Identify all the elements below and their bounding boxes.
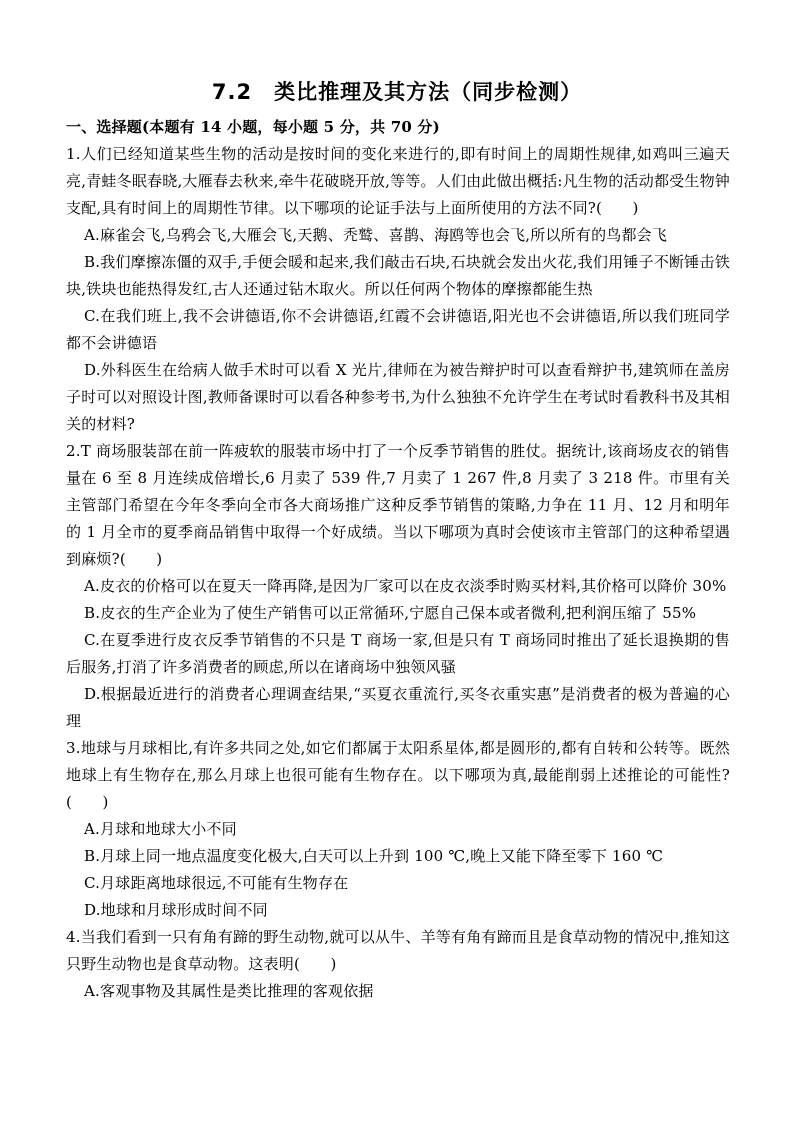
option-a: A.客观事物及其属性是类比推理的客观依据 [84, 982, 374, 1000]
question-3 [66, 735, 730, 924]
question-4 [66, 924, 730, 1005]
document-body [66, 114, 730, 1005]
question-stem: 3.地球与月球相比,有许多共同之处,如它们都属于太阳系星体,都是圆形的,都有自转和公转等。既然地球上有生物存在,那么月球上也很可能有生物存在。以下哪项为真,最能削弱上述推论的可能性?( ) [66, 739, 730, 811]
question-stem: 2.T 商场服装部在前一阵疲软的服装市场中打了一个反季节销售的胜仗。据统计,该商场皮衣的销售量在 6 至 8 月连续成倍增长,6 月卖了 539 件,7 月卖了 1 267 件,8 月卖了 3 218 件。市里有关主管部门希望在今年冬季向全市各大商场推广这种反季节销售的策略,力争在 11 月、12 月和明年的 1 月全市的夏季商品销售中取得一个好成绩。当以下哪项为真时会使该市主管部门的这种希望遇到麻烦?( ) [66, 442, 730, 568]
page-title: 7.2 类比推理及其方法（同步检测） [211, 80, 583, 104]
option-b: B.我们摩擦冻僵的双手,手便会暖和起来,我们敲击石块,石块就会发出火花,我们用锤子不断锤击铁块,铁块也能热得发红,古人还通过钻木取火。所以任何两个物体的摩擦都能生热 [66, 253, 730, 298]
option-a: A.麻雀会飞,乌鸦会飞,大雁会飞,天鹅、秃鹫、喜鹊、海鸥等也会飞,所以所有的鸟都会飞 [84, 226, 668, 244]
section-heading: 一、选择题(本题有 14 小题，每小题 5 分，共 70 分) [66, 118, 440, 136]
question-1 [66, 141, 730, 438]
option-d: D.地球和月球形成时间不同 [84, 901, 268, 919]
option-b: B.月球上同一地点温度变化极大,白天可以上升到 100 ℃,晚上又能下降至零下 160 ℃ [84, 847, 664, 865]
option-a: A.月球和地球大小不同 [84, 820, 237, 838]
question-stem: 4.当我们看到一只有角有蹄的野生动物,就可以从牛、羊等有角有蹄而且是食草动物的情况中,推知这只野生动物也是食草动物。这表明( ) [66, 928, 730, 973]
option-c: C.在我们班上,我不会讲德语,你不会讲德语,红霞不会讲德语,阳光也不会讲德语,所以我们班同学都不会讲德语 [66, 307, 730, 352]
option-d: D.根据最近进行的消费者心理调查结果,“买夏衣重流行,买冬衣重实惠”是消费者的极为普遍的心理 [66, 685, 730, 730]
option-a: A.皮衣的价格可以在夏天一降再降,是因为厂家可以在皮衣淡季时购买材料,其价格可以降价 30% [84, 577, 727, 595]
option-b: B.皮衣的生产企业为了使生产销售可以正常循环,宁愿自己保本或者微利,把利润压缩了 55% [84, 604, 697, 622]
question-2 [66, 438, 730, 735]
option-c: C.在夏季进行皮衣反季节销售的不只是 T 商场一家,但是只有 T 商场同时推出了延长退换期的售后服务,打消了许多消费者的顾虑,所以在诸商场中独领风骚 [66, 631, 730, 676]
option-c: C.月球距离地球很远,不可能有生物存在 [84, 874, 349, 892]
question-stem: 1.人们已经知道某些生物的活动是按时间的变化来进行的,即有时间上的周期性规律,如鸡叫三遍天亮,青蛙冬眠春晓,大雁春去秋来,牵牛花破晓开放,等等。人们由此做出概括:凡生物的活动都受生物钟支配,具有时间上的周期性节律。以下哪项的论证手法与上面所使用的方法不同?( ) [66, 145, 730, 217]
option-d: D.外科医生在给病人做手术时可以看 X 光片,律师在为被告辩护时可以查看辩护书,建筑师在盖房子时可以对照设计图,教师备课时可以看各种参考书,为什么独独不允许学生在考试时看教科书及其相关的材料? [66, 361, 730, 433]
